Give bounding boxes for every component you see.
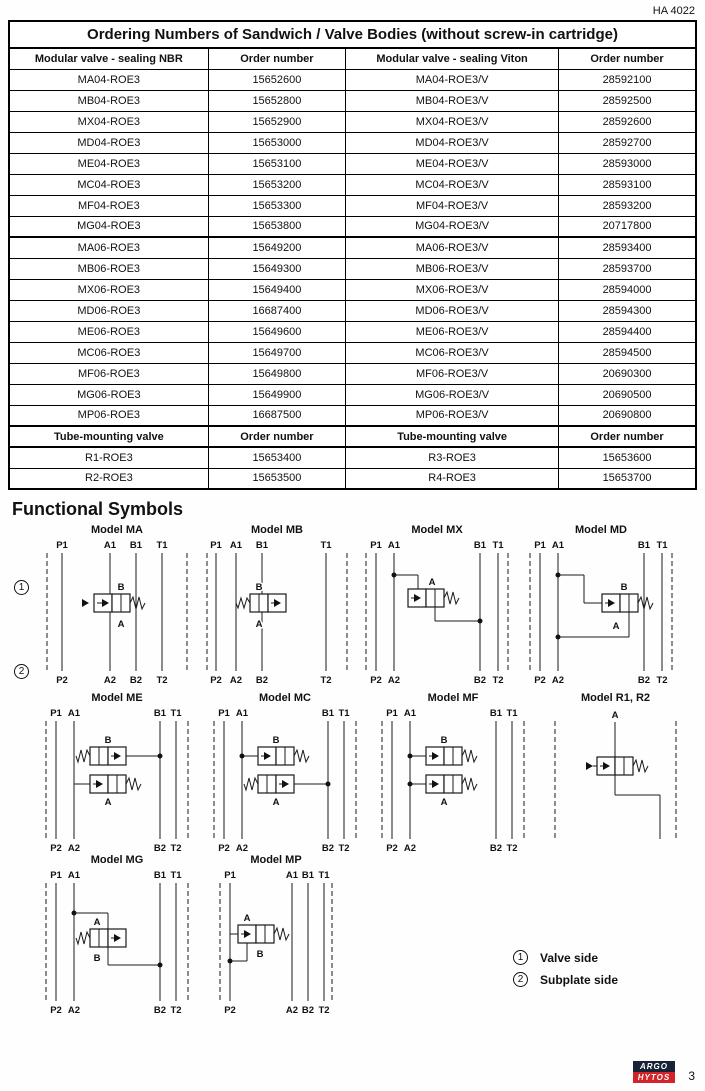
modular-header-row bbox=[9, 48, 696, 69]
table-cell: MX06-ROE3/V bbox=[346, 279, 559, 300]
table-row bbox=[9, 363, 696, 384]
port-a2: A2 bbox=[235, 843, 249, 854]
functional-symbols-area bbox=[8, 524, 697, 1040]
port-t1: T1 bbox=[492, 540, 504, 551]
table-cell: 28593000 bbox=[559, 153, 696, 174]
table-cell: MA06-ROE3 bbox=[9, 237, 208, 258]
table-cell: 28592100 bbox=[559, 69, 696, 90]
table-cell: 20690300 bbox=[559, 363, 696, 384]
table-cell: 15652600 bbox=[208, 69, 345, 90]
port-b2: B2 bbox=[301, 1005, 315, 1016]
model-md-symbol bbox=[526, 537, 676, 687]
table-cell: MA04-ROE3/V bbox=[346, 69, 559, 90]
table-row bbox=[9, 447, 696, 468]
table-row bbox=[9, 237, 696, 258]
port-b1: B1 bbox=[637, 540, 651, 551]
page-title: Ordering Numbers of Sandwich / Valve Bodies (without screw-in cartridge) bbox=[8, 20, 697, 49]
valve-label-a: A bbox=[243, 913, 251, 924]
valve-label-b: B bbox=[272, 735, 280, 746]
port-a2: A2 bbox=[67, 843, 81, 854]
diagram-model-r1-r2 bbox=[548, 692, 683, 860]
port-b1: B1 bbox=[153, 870, 167, 881]
diagram-title: Model MF bbox=[427, 692, 479, 704]
table-cell: 15653300 bbox=[208, 195, 345, 216]
model-mp-symbol bbox=[216, 867, 336, 1017]
table-cell: 15653500 bbox=[208, 468, 345, 489]
subplate-side-marker: 2 bbox=[14, 664, 29, 679]
valve-label-a: A bbox=[93, 917, 101, 928]
table-cell: MD04-ROE3/V bbox=[346, 132, 559, 153]
valve-side-marker: 1 bbox=[14, 580, 29, 595]
port-p1: P1 bbox=[56, 540, 68, 551]
port-p1: P1 bbox=[386, 708, 398, 719]
diagram-model-mf bbox=[378, 692, 528, 860]
diagram-title: Model MP bbox=[250, 854, 302, 866]
valve-label-a: A bbox=[428, 577, 436, 588]
port-b1: B1 bbox=[301, 870, 315, 881]
table-cell: MG04-ROE3/V bbox=[346, 216, 559, 237]
table-cell: MA06-ROE3/V bbox=[346, 237, 559, 258]
port-p2: P2 bbox=[56, 675, 68, 686]
table-cell: ME06-ROE3/V bbox=[346, 321, 559, 342]
table-row bbox=[9, 69, 696, 90]
port-a1: A1 bbox=[285, 870, 299, 881]
rows-tube bbox=[9, 447, 696, 489]
table-cell: 28593700 bbox=[559, 258, 696, 279]
port-b1: B1 bbox=[255, 540, 269, 551]
table-cell: 15649200 bbox=[208, 237, 345, 258]
table-cell: 15652800 bbox=[208, 90, 345, 111]
table-cell: MF06-ROE3/V bbox=[346, 363, 559, 384]
port-b1: B1 bbox=[153, 708, 167, 719]
table-cell: MX04-ROE3 bbox=[9, 111, 208, 132]
table-row bbox=[9, 90, 696, 111]
port-t2: T2 bbox=[156, 675, 168, 686]
table-cell: MG06-ROE3 bbox=[9, 384, 208, 405]
port-a1: A1 bbox=[229, 540, 243, 551]
table-cell: 28593400 bbox=[559, 237, 696, 258]
port-t2: T2 bbox=[338, 843, 350, 854]
port-b2: B2 bbox=[153, 1005, 167, 1016]
port-b1: B1 bbox=[473, 540, 487, 551]
port-b1: B1 bbox=[129, 540, 143, 551]
table-row bbox=[9, 132, 696, 153]
port-b2: B2 bbox=[153, 843, 167, 854]
valve-label-a: A bbox=[440, 797, 448, 808]
table-cell: R3-ROE3 bbox=[346, 447, 559, 468]
port-a1: A1 bbox=[551, 540, 565, 551]
table-row bbox=[9, 342, 696, 363]
table-cell: 20717800 bbox=[559, 216, 696, 237]
table-cell: 28594400 bbox=[559, 321, 696, 342]
table-cell: MG04-ROE3 bbox=[9, 216, 208, 237]
port-a2: A2 bbox=[67, 1005, 81, 1016]
diagram-model-md bbox=[526, 524, 676, 692]
valve-label-a: A bbox=[272, 797, 280, 808]
diagram-model-mp bbox=[216, 854, 336, 1022]
table-cell: MC06-ROE3/V bbox=[346, 342, 559, 363]
port-a1: A1 bbox=[235, 708, 249, 719]
table-row bbox=[9, 405, 696, 426]
diagram-title: Model MA bbox=[91, 524, 143, 536]
port-b2: B2 bbox=[321, 843, 335, 854]
port-b2: B2 bbox=[129, 675, 143, 686]
valve-label-b: B bbox=[93, 953, 101, 964]
table-cell: MG06-ROE3/V bbox=[346, 384, 559, 405]
table-cell: 15653000 bbox=[208, 132, 345, 153]
port-a2: A2 bbox=[403, 843, 417, 854]
table-cell: 28594500 bbox=[559, 342, 696, 363]
doc-reference: HA 4022 bbox=[652, 5, 695, 17]
legend-marker-1: 1 bbox=[513, 950, 528, 965]
table-cell: 15653800 bbox=[208, 216, 345, 237]
model-r1-r2-symbol bbox=[548, 705, 683, 855]
port-p2: P2 bbox=[386, 843, 398, 854]
port-p2: P2 bbox=[370, 675, 382, 686]
table-cell: MC06-ROE3 bbox=[9, 342, 208, 363]
valve-label-a: A bbox=[255, 619, 263, 630]
port-a2: A2 bbox=[103, 675, 117, 686]
port-t2: T2 bbox=[492, 675, 504, 686]
diagram-model-me bbox=[42, 692, 192, 860]
port-p1: P1 bbox=[534, 540, 546, 551]
diagram-model-mb bbox=[202, 524, 352, 692]
table-cell: 28593200 bbox=[559, 195, 696, 216]
table-cell: 15649300 bbox=[208, 258, 345, 279]
port-p2: P2 bbox=[224, 1005, 236, 1016]
tube-header-row bbox=[9, 426, 696, 447]
table-row bbox=[9, 468, 696, 489]
valve-label-a: A bbox=[104, 797, 112, 808]
side-legend bbox=[513, 950, 618, 994]
functional-symbols-heading: Functional Symbols bbox=[12, 499, 184, 519]
table-cell: 16687400 bbox=[208, 300, 345, 321]
table-cell: 15649900 bbox=[208, 384, 345, 405]
diagram-model-ma bbox=[42, 524, 192, 692]
table-cell: MB04-ROE3/V bbox=[346, 90, 559, 111]
table-cell: R1-ROE3 bbox=[9, 447, 208, 468]
port-p2: P2 bbox=[210, 675, 222, 686]
port-a1: A1 bbox=[67, 708, 81, 719]
model-me-symbol bbox=[42, 705, 192, 855]
legend-label-2: Subplate side bbox=[540, 972, 619, 987]
table-cell: MP06-ROE3 bbox=[9, 405, 208, 426]
port-t1: T1 bbox=[156, 540, 168, 551]
diagram-model-mc bbox=[210, 692, 360, 860]
port-p2: P2 bbox=[218, 843, 230, 854]
table-cell: MC04-ROE3/V bbox=[346, 174, 559, 195]
table-cell: R4-ROE3 bbox=[346, 468, 559, 489]
port-t2: T2 bbox=[170, 1005, 182, 1016]
table-cell: MD06-ROE3 bbox=[9, 300, 208, 321]
col-header: Order number bbox=[559, 48, 696, 69]
table-cell: ME04-ROE3/V bbox=[346, 153, 559, 174]
table-row bbox=[9, 195, 696, 216]
table-cell: 28592700 bbox=[559, 132, 696, 153]
diagram-model-mx bbox=[362, 524, 512, 692]
col-header: Order number bbox=[559, 426, 696, 447]
table-cell: MF04-ROE3 bbox=[9, 195, 208, 216]
table-cell: MF06-ROE3 bbox=[9, 363, 208, 384]
port-t2: T2 bbox=[656, 675, 668, 686]
table-cell: ME04-ROE3 bbox=[9, 153, 208, 174]
table-cell: MB06-ROE3/V bbox=[346, 258, 559, 279]
port-t1: T1 bbox=[656, 540, 668, 551]
port-a2: A2 bbox=[229, 675, 243, 686]
table-cell: 15653100 bbox=[208, 153, 345, 174]
table-cell: 28594300 bbox=[559, 300, 696, 321]
col-header: Modular valve - sealing NBR bbox=[9, 48, 208, 69]
port-a1: A1 bbox=[67, 870, 81, 881]
table-cell: 15649400 bbox=[208, 279, 345, 300]
table-cell: MD06-ROE3/V bbox=[346, 300, 559, 321]
model-mg-symbol bbox=[42, 867, 192, 1017]
table-cell: 28592600 bbox=[559, 111, 696, 132]
port-p1: P1 bbox=[224, 870, 236, 881]
table-row bbox=[9, 174, 696, 195]
table-cell: 16687500 bbox=[208, 405, 345, 426]
table-cell: 28592500 bbox=[559, 90, 696, 111]
diagram-title: Model ME bbox=[91, 692, 143, 704]
port-p2: P2 bbox=[50, 843, 62, 854]
port-t2: T2 bbox=[506, 843, 518, 854]
port-t2: T2 bbox=[170, 843, 182, 854]
legend-subplate-side bbox=[513, 972, 618, 987]
valve-label-b: B bbox=[440, 735, 448, 746]
col-header: Order number bbox=[208, 48, 345, 69]
port-t1: T1 bbox=[338, 708, 350, 719]
table-cell: 15653700 bbox=[559, 468, 696, 489]
port-p2: P2 bbox=[50, 1005, 62, 1016]
diagram-title: Model MD bbox=[575, 524, 627, 536]
port-t1: T1 bbox=[170, 870, 182, 881]
diagram-title: Model MC bbox=[259, 692, 311, 704]
diagram-title: Model MB bbox=[251, 524, 303, 536]
port-t1: T1 bbox=[320, 540, 332, 551]
table-cell: 20690800 bbox=[559, 405, 696, 426]
diagram-title: Model MX bbox=[411, 524, 463, 536]
table-cell: MA04-ROE3 bbox=[9, 69, 208, 90]
port-a2: A2 bbox=[387, 675, 401, 686]
table-cell: 15649700 bbox=[208, 342, 345, 363]
model-ma-symbol bbox=[42, 537, 192, 687]
port-b1: B1 bbox=[489, 708, 503, 719]
model-mb-symbol bbox=[202, 537, 352, 687]
port-b2: B2 bbox=[473, 675, 487, 686]
port-a2: A2 bbox=[551, 675, 565, 686]
table-row bbox=[9, 111, 696, 132]
legend-valve-side bbox=[513, 950, 618, 965]
port-p1: P1 bbox=[50, 870, 62, 881]
port-a1: A1 bbox=[403, 708, 417, 719]
rows-size04 bbox=[9, 69, 696, 237]
legend-label-1: Valve side bbox=[540, 950, 599, 965]
table-cell: MF04-ROE3/V bbox=[346, 195, 559, 216]
table-cell: 15653400 bbox=[208, 447, 345, 468]
table-cell: MD04-ROE3 bbox=[9, 132, 208, 153]
table-cell: MB06-ROE3 bbox=[9, 258, 208, 279]
valve-label-a: A bbox=[117, 619, 125, 630]
logo-hytos: HYTOS bbox=[633, 1072, 675, 1083]
port-t2: T2 bbox=[318, 1005, 330, 1016]
page-number: 3 bbox=[688, 1069, 695, 1083]
ordering-table bbox=[8, 47, 697, 490]
port-b2: B2 bbox=[637, 675, 651, 686]
port-p1: P1 bbox=[210, 540, 222, 551]
table-cell: 15649600 bbox=[208, 321, 345, 342]
diagram-model-mg bbox=[42, 854, 192, 1022]
table-cell: 15653600 bbox=[559, 447, 696, 468]
col-header: Modular valve - sealing Viton bbox=[346, 48, 559, 69]
table-cell: MX04-ROE3/V bbox=[346, 111, 559, 132]
table-cell: 28594000 bbox=[559, 279, 696, 300]
table-cell: 28593100 bbox=[559, 174, 696, 195]
logo-argo: ARGO bbox=[633, 1061, 675, 1072]
table-cell: ME06-ROE3 bbox=[9, 321, 208, 342]
table-row bbox=[9, 300, 696, 321]
valve-label-b: B bbox=[104, 735, 112, 746]
port-a: A bbox=[611, 710, 619, 721]
table-cell: MX06-ROE3 bbox=[9, 279, 208, 300]
port-a1: A1 bbox=[103, 540, 117, 551]
valve-label-b: B bbox=[117, 582, 125, 593]
diagram-title: Model R1, R2 bbox=[580, 692, 651, 704]
valve-label-b: B bbox=[256, 949, 264, 960]
model-mc-symbol bbox=[210, 705, 360, 855]
table-row bbox=[9, 216, 696, 237]
table-cell: MC04-ROE3 bbox=[9, 174, 208, 195]
argo-hytos-logo bbox=[633, 1061, 675, 1083]
valve-label-b: B bbox=[255, 582, 263, 593]
model-mx-symbol bbox=[362, 537, 512, 687]
port-p1: P1 bbox=[370, 540, 382, 551]
table-row bbox=[9, 384, 696, 405]
table-row bbox=[9, 279, 696, 300]
port-a2: A2 bbox=[285, 1005, 299, 1016]
table-cell: MB04-ROE3 bbox=[9, 90, 208, 111]
table-cell: MP06-ROE3/V bbox=[346, 405, 559, 426]
table-cell: 15649800 bbox=[208, 363, 345, 384]
port-p2: P2 bbox=[534, 675, 546, 686]
table-cell: R2-ROE3 bbox=[9, 468, 208, 489]
table-row bbox=[9, 153, 696, 174]
legend-marker-2: 2 bbox=[513, 972, 528, 987]
port-t1: T1 bbox=[506, 708, 518, 719]
col-header: Order number bbox=[208, 426, 345, 447]
port-p1: P1 bbox=[218, 708, 230, 719]
model-mf-symbol bbox=[378, 705, 528, 855]
diagram-title: Model MG bbox=[90, 854, 144, 866]
tube-header-body bbox=[9, 426, 696, 447]
valve-label-b: B bbox=[620, 582, 628, 593]
port-a1: A1 bbox=[387, 540, 401, 551]
port-b2: B2 bbox=[489, 843, 503, 854]
port-t1: T1 bbox=[318, 870, 330, 881]
port-t1: T1 bbox=[170, 708, 182, 719]
table-cell: 15653200 bbox=[208, 174, 345, 195]
valve-label-a: A bbox=[612, 621, 620, 632]
rows-size06 bbox=[9, 237, 696, 426]
port-p1: P1 bbox=[50, 708, 62, 719]
port-t2: T2 bbox=[320, 675, 332, 686]
table-row bbox=[9, 321, 696, 342]
col-header: Tube-mounting valve bbox=[346, 426, 559, 447]
port-b2: B2 bbox=[255, 675, 269, 686]
table-cell: 15652900 bbox=[208, 111, 345, 132]
table-row bbox=[9, 258, 696, 279]
col-header: Tube-mounting valve bbox=[9, 426, 208, 447]
port-b1: B1 bbox=[321, 708, 335, 719]
table-cell: 20690500 bbox=[559, 384, 696, 405]
